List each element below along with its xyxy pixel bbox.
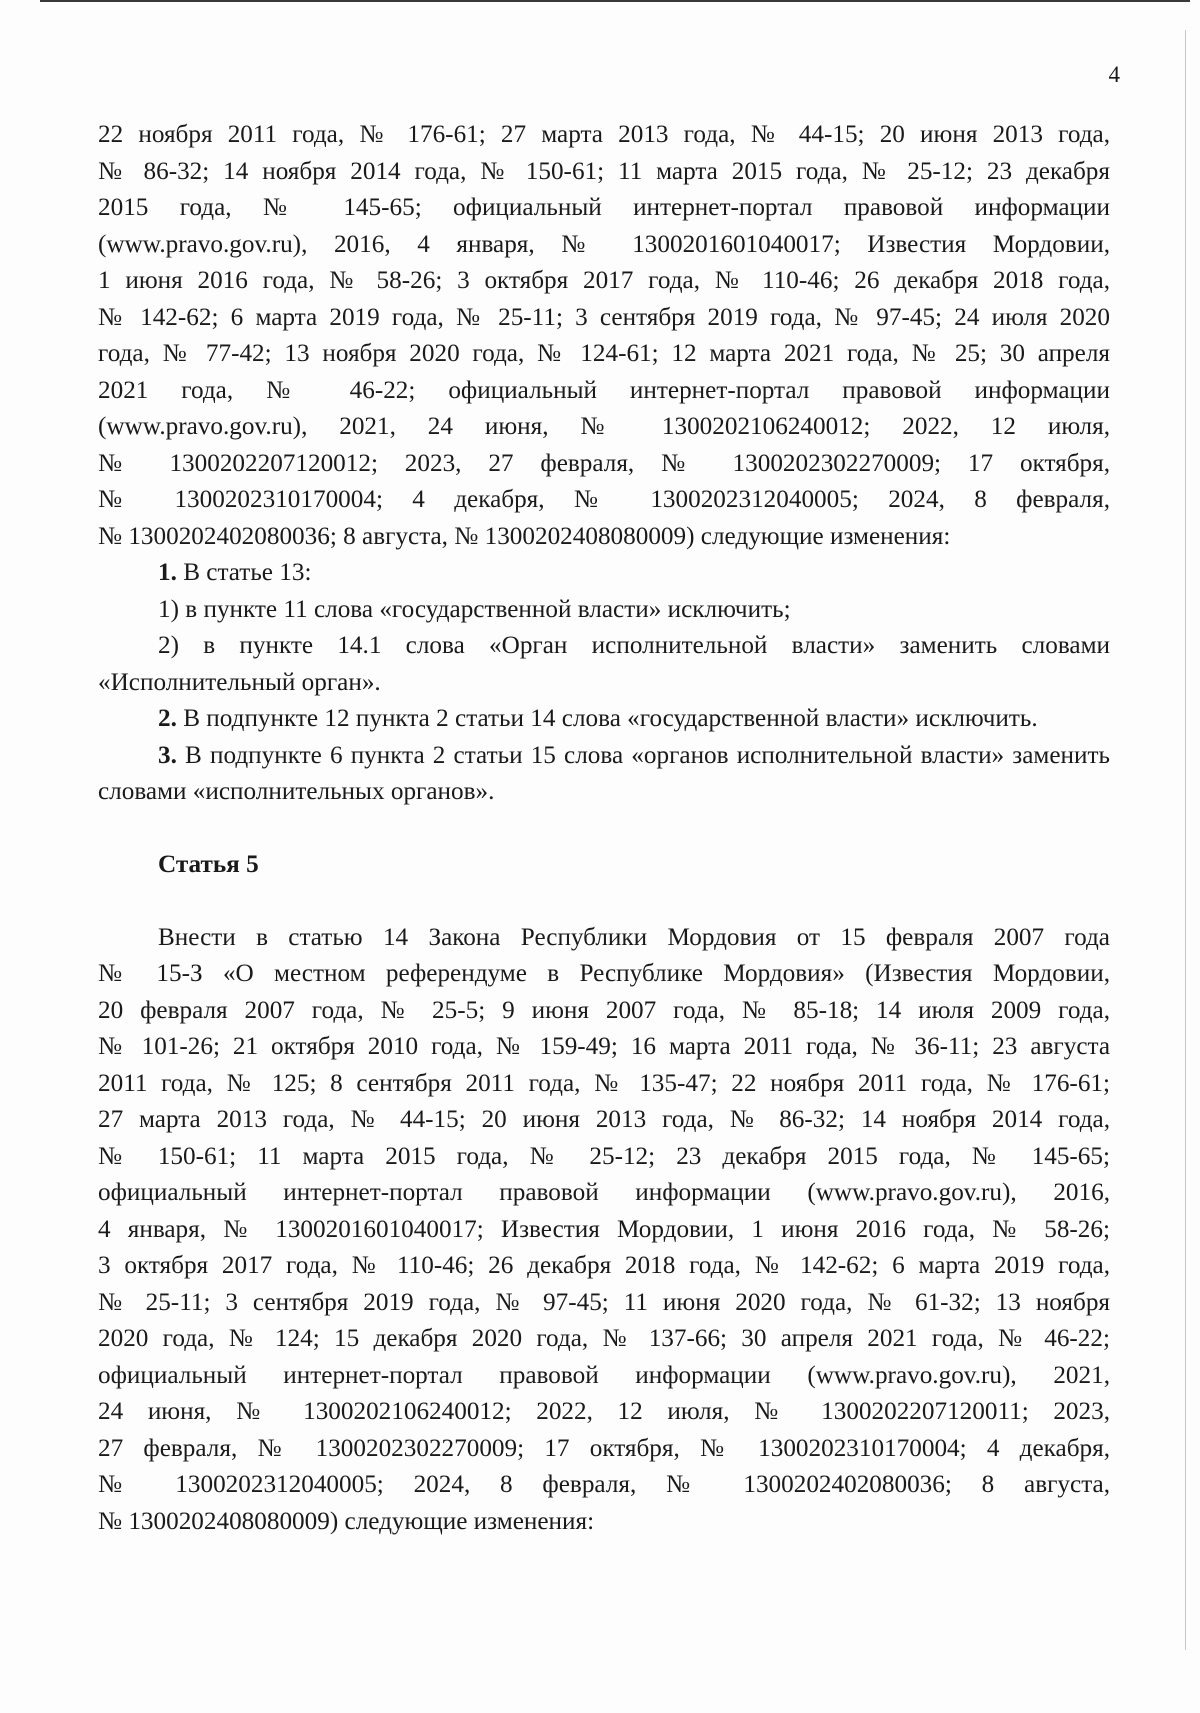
text-line: № 25-11; 3 сентября 2019 года, № 97-45; 11 июня 2020 года, № 61-32; 13 ноября bbox=[98, 1288, 1110, 1316]
list-item bbox=[98, 738, 1110, 811]
item-text: В подпункте 12 пункта 2 статьи 14 слова «государственной власти» исключить. bbox=[183, 705, 1038, 732]
text-line: № 1300202312040005; 2024, 8 февраля, № 1300202402080036; 8 августа, bbox=[98, 1471, 1110, 1498]
text-line: (www.pravo.gov.ru), 2016, 4 января, № 1300201601040017; Известия Мордовии, bbox=[98, 230, 1110, 258]
text-line: 3 октября 2017 года, № 110-46; 26 декабря 2018 года, № 142-62; 6 марта 2019 года, bbox=[98, 1252, 1110, 1279]
text-line: № 1300202408080009) следующие изменения: bbox=[98, 1507, 595, 1535]
text-line: 2020 года, № 124; 15 декабря 2020 года, № 137-66; 30 апреля 2021 года, № 46-22; bbox=[98, 1325, 1110, 1352]
text-line: 2021 года, № 46-22; официальный интернет-портал правовой информации bbox=[98, 376, 1110, 404]
text-line: официальный интернет-портал правовой информации (www.pravo.gov.ru), 2016, bbox=[98, 1179, 1110, 1206]
scan-right-edge bbox=[1185, 30, 1186, 1650]
document-body bbox=[98, 117, 1110, 1540]
text-line: 2011 года, № 125; 8 сентября 2011 года, № 135-47; 22 ноября 2011 года, № 176-61; bbox=[98, 1069, 1110, 1097]
item-text: 1) в пункте 11 слова «государственной власти» исключить; bbox=[158, 595, 791, 623]
text-line: 2015 года, № 145-65; официальный интернет-портал правовой информации bbox=[98, 194, 1110, 221]
item-number: 3. bbox=[158, 741, 177, 769]
text-line: № 1300202310170004; 4 декабря, № 1300202312040005; 2024, 8 февраля, bbox=[98, 486, 1110, 513]
text-line: № 1300202402080036; 8 августа, № 1300202408080009) следующие изменения: bbox=[98, 522, 951, 550]
item-text: В статье 13: bbox=[183, 559, 312, 586]
text-line: № 101-26; 21 октября 2010 года, № 159-49; 16 марта 2011 года, № 36-11; 23 августа bbox=[98, 1033, 1110, 1060]
text-line: № 1300202207120012; 2023, 27 февраля, № 1300202302270009; 17 октября, bbox=[98, 449, 1110, 477]
text-line: 1 июня 2016 года, № 58-26; 3 октября 2017 года, № 110-46; 26 декабря 2018 года, bbox=[98, 267, 1110, 294]
text-line: 24 июня, № 1300202106240012; 2022, 12 июля, № 1300202207120011; 2023, bbox=[98, 1398, 1110, 1425]
intro-paragraph bbox=[98, 117, 1110, 555]
text-line: № 150-61; 11 марта 2015 года, № 25-12; 23 декабря 2015 года, № 145-65; bbox=[98, 1142, 1110, 1170]
text-line: Внести в статью 14 Закона Республики Мордовия от 15 февраля 2007 года bbox=[158, 923, 1110, 951]
list-item bbox=[98, 628, 1110, 701]
text-line: 20 февраля 2007 года, № 25-5; 9 июня 2007 года, № 85-18; 14 июля 2009 года, bbox=[98, 996, 1110, 1024]
list-item bbox=[98, 555, 1110, 592]
article-heading: Статья 5 bbox=[158, 850, 259, 878]
item-number: 1. bbox=[158, 559, 177, 586]
scan-top-edge bbox=[40, 0, 1190, 2]
text-line: № 15-З «О местном референдуме в Республике Мордовия» (Известия Мордовии, bbox=[98, 960, 1110, 987]
item-text: В подпункте 6 пункта 2 статьи 15 слова «органов исполнительной власти» заменить словами «исполнительных органов». bbox=[98, 741, 1110, 805]
item-text: 2) в пункте 14.1 слова «Орган исполнительной власти» заменить словами «Исполнительный орган». bbox=[98, 632, 1110, 696]
list-item bbox=[98, 701, 1110, 738]
page-number: 4 bbox=[1108, 62, 1120, 87]
item-number: 2. bbox=[158, 705, 177, 732]
text-line: (www.pravo.gov.ru), 2021, 24 июня, № 1300202106240012; 2022, 12 июля, bbox=[98, 413, 1110, 440]
text-line: 4 января, № 1300201601040017; Известия Мордовии, 1 июня 2016 года, № 58-26; bbox=[98, 1215, 1110, 1243]
text-line: № 142-62; 6 марта 2019 года, № 25-11; 3 сентября 2019 года, № 97-45; 24 июля 2020 bbox=[98, 303, 1110, 331]
text-line: 22 ноября 2011 года, № 176-61; 27 марта 2013 года, № 44-15; 20 июня 2013 года, bbox=[98, 121, 1110, 148]
text-line: года, № 77-42; 13 ноября 2020 года, № 124-61; 12 марта 2021 года, № 25; 30 апреля bbox=[98, 340, 1110, 367]
list-item bbox=[98, 592, 1110, 629]
article-paragraph bbox=[98, 920, 1110, 1541]
text-line: 27 марта 2013 года, № 44-15; 20 июня 2013 года, № 86-32; 14 ноября 2014 года, bbox=[98, 1106, 1110, 1133]
text-line: № 86-32; 14 ноября 2014 года, № 150-61; 11 марта 2015 года, № 25-12; 23 декабря bbox=[98, 157, 1110, 185]
text-line: официальный интернет-портал правовой информации (www.pravo.gov.ru), 2021, bbox=[98, 1361, 1110, 1389]
text-line: 27 февраля, № 1300202302270009; 17 октября, № 1300202310170004; 4 декабря, bbox=[98, 1434, 1110, 1462]
